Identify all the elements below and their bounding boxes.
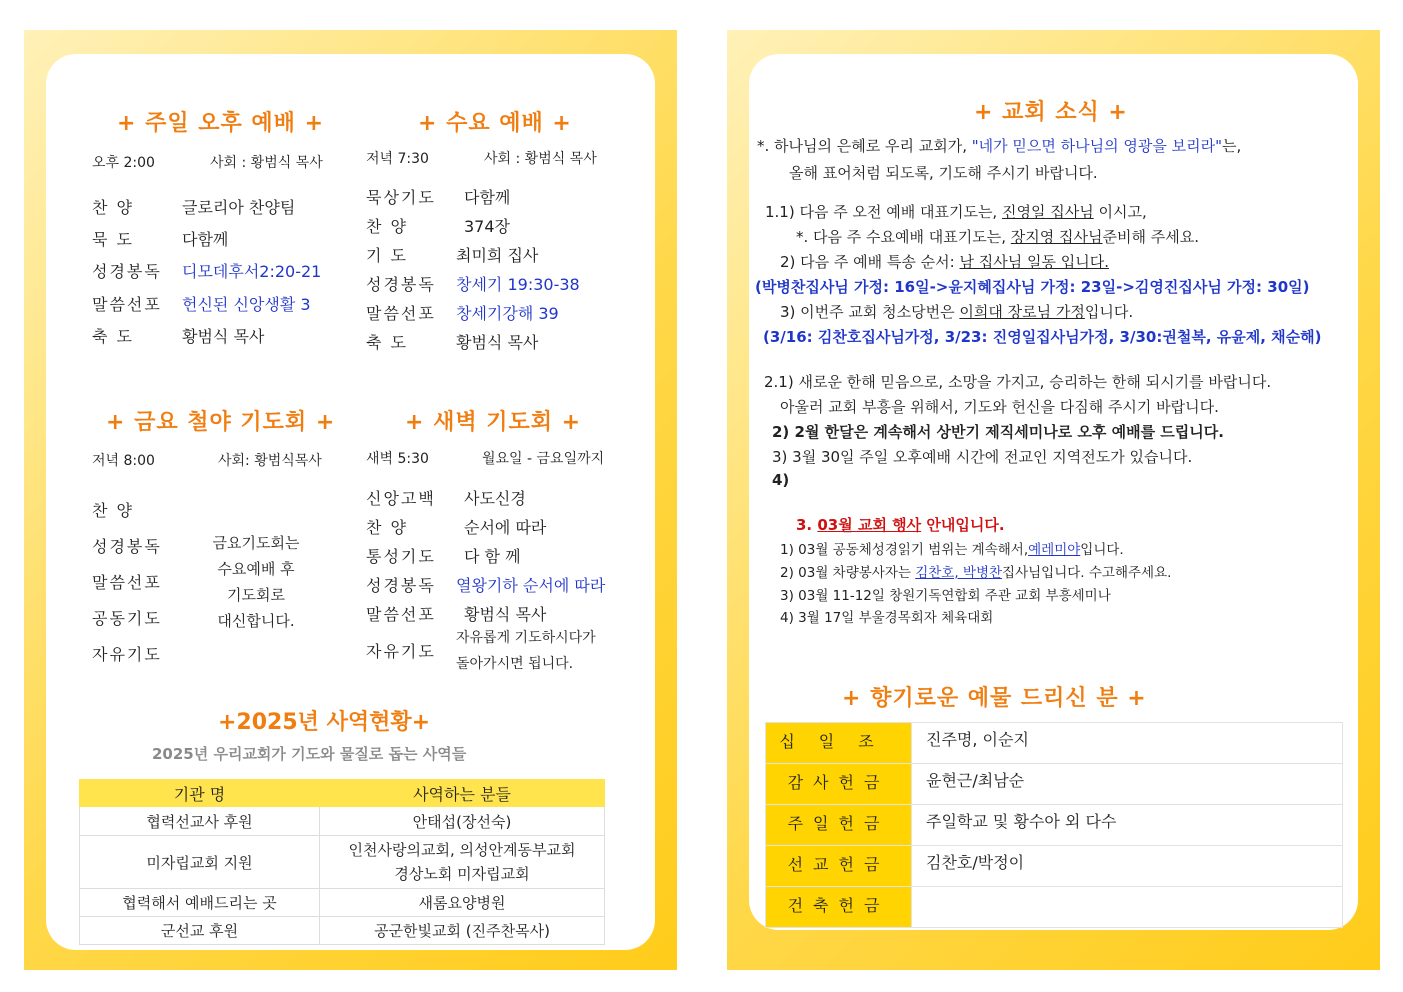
- order-label: 말씀선포: [92, 573, 162, 592]
- news-1-1-wed: [796, 226, 1199, 247]
- order-value: 헌신된 신앙생활 3: [182, 295, 311, 314]
- news-text: 는,: [1222, 137, 1242, 155]
- events-heading: 03월 교회 행사: [817, 516, 922, 534]
- news-2-1b: 아울러 교회 부흥을 위해서, 기도와 헌신을 다짐해 주시기 바랍니다.: [780, 398, 1219, 416]
- sunday-pm-title: + 주일 오후 예배 +: [117, 111, 325, 136]
- offering-value: 윤현근/최남순: [912, 764, 1343, 805]
- bible-book: 예레미야: [1028, 542, 1081, 558]
- order-label: 성경봉독: [366, 275, 436, 294]
- sunday-pm-time: 오후 2:00: [92, 155, 155, 171]
- people-cell: 안태섭(장선숙): [320, 807, 605, 836]
- table-row: [766, 805, 1343, 846]
- column-header: 사역하는 분들: [320, 780, 605, 807]
- order-label: 찬 양: [366, 217, 408, 236]
- drivers: 김찬호, 박병찬: [915, 565, 1003, 581]
- table-row: [80, 807, 605, 836]
- news-3-detail: (3/16: 김찬호집사님가정, 3/23: 진영일집사님가정, 3/30:권철복, 유윤제, 채순해): [763, 328, 1322, 346]
- order-value: 자유롭게 기도하시다가: [456, 630, 596, 646]
- order-value: 다 함 께: [464, 547, 521, 566]
- friday-host: 사회: 황범식목사: [218, 453, 322, 469]
- prayer-leader: 진영일 집사님: [1001, 203, 1094, 221]
- order-value: 황범식 목사: [456, 333, 539, 352]
- order-label: 공동기도: [92, 609, 162, 628]
- news-3: [780, 301, 1133, 322]
- friday-note-line: 수요예배 후: [217, 560, 295, 578]
- news-2: [780, 251, 1109, 272]
- offering-label: 주일헌금: [766, 805, 912, 846]
- event-2: [780, 561, 1171, 581]
- dawn-title: + 새벽 기도회 +: [405, 410, 582, 435]
- order-label: 성경봉독: [366, 576, 436, 595]
- order-label: 찬 양: [92, 198, 134, 217]
- friday-title: + 금요 철야 기도회 +: [106, 410, 336, 435]
- order-value: 창세기 19:30-38: [456, 275, 580, 294]
- order-label: 성경봉독: [92, 537, 162, 556]
- table-row: [80, 917, 605, 945]
- org-cell: 군선교 후원: [80, 917, 320, 945]
- people-cell: [320, 836, 605, 889]
- news-text: 입니다.: [1084, 303, 1134, 321]
- news-text: 1.1) 다음 주 오전 예배 대표기도는,: [765, 203, 998, 221]
- cleaning-duty: 이희대 장로님 가정: [959, 303, 1085, 321]
- offering-table: [765, 722, 1343, 928]
- order-label: 말씀선포: [92, 295, 162, 314]
- friday-note-line: 금요기도회는: [212, 534, 300, 552]
- news-text: *. 다음 주 수요예배 대표기도는,: [796, 228, 1006, 246]
- order-value: 글로리아 찬양팀: [182, 198, 296, 217]
- events-title: [796, 514, 1005, 535]
- friday-time: 저녁 8:00: [92, 453, 155, 469]
- column-header: 기관 명: [80, 780, 320, 807]
- news-title: + 교회 소식 +: [974, 100, 1128, 125]
- order-value: 374장: [464, 217, 510, 236]
- event-3: 3) 03월 11-12일 창원기독연합회 주관 교회 부흥세미나: [780, 588, 1111, 604]
- wednesday-host: 사회 : 황범식 목사: [484, 151, 597, 167]
- event-4: 4) 3월 17일 부울경목회자 체육대회: [780, 610, 994, 626]
- news-2-3: 3) 3월 30일 주일 오후예배 시간에 전교인 지역전도가 있습니다.: [772, 448, 1193, 466]
- ministry-table: [79, 779, 605, 945]
- order-label: 찬 양: [92, 501, 134, 520]
- events-suffix: 안내입니다.: [926, 516, 1005, 534]
- sunday-pm-host: 사회 : 황범식 목사: [210, 155, 323, 171]
- news-intro: [757, 135, 1241, 156]
- news-intro-2: 올해 표어처럼 되도록, 기도해 주시기 바랍니다.: [789, 164, 1098, 182]
- offering-value: 주일학교 및 황수아 외 다수: [912, 805, 1343, 846]
- prayer-leader: 장지영 집사님: [1010, 228, 1103, 246]
- wednesday-title: + 수요 예배 +: [418, 111, 572, 136]
- news-text: *. 하나님의 은혜로 우리 교회가,: [757, 137, 967, 155]
- people-cell: 공군한빛교회 (진주찬목사): [320, 917, 605, 945]
- friday-note-line: 기도회로: [227, 586, 285, 604]
- offering-label: 감사헌금: [766, 764, 912, 805]
- order-label: 묵 도: [92, 230, 134, 249]
- news-2-4: 4): [772, 471, 790, 489]
- order-label: 성경봉독: [92, 262, 162, 281]
- order-label: 묵상기도: [366, 188, 436, 207]
- order-value: 창세기강해 39: [456, 304, 559, 323]
- order-value: 황범식 목사: [182, 327, 265, 346]
- special-song: 남 집사님 일동 입니다.: [959, 253, 1109, 271]
- offering-label: 건축헌금: [766, 887, 912, 928]
- news-2-2: 2) 2월 한달은 계속해서 상반기 제직세미나로 오후 예배를 드립니다.: [772, 423, 1224, 441]
- table-row: [766, 887, 1343, 928]
- order-label: 말씀선포: [366, 605, 436, 624]
- news-text: 입니다.: [1080, 542, 1124, 558]
- order-value: 다함께: [464, 188, 511, 207]
- offering-title: + 향기로운 예물 드리신 분 +: [842, 686, 1147, 711]
- order-label: 통성기도: [366, 547, 436, 566]
- friday-note: [200, 530, 312, 634]
- news-text: 집사님입니다. 수고해주세요.: [1002, 565, 1172, 581]
- ministry-title: +2025년 사역현황+: [218, 710, 431, 735]
- table-row: [80, 889, 605, 917]
- ministry-subtitle: 2025년 우리교회가 기도와 물질로 돕는 사역들: [152, 745, 467, 763]
- news-text: 2) 03월 차량봉사자는: [780, 565, 911, 581]
- table-header-row: [80, 780, 605, 807]
- motto: "네가 믿으면 하나님의 영광을 보리라": [971, 137, 1223, 155]
- dawn-days: 월요일 - 금요일까지: [482, 451, 605, 467]
- news-text: 준비해 주세요.: [1102, 228, 1199, 246]
- order-label: 찬 양: [366, 518, 408, 537]
- offering-value: 김찬호/박정이: [912, 846, 1343, 887]
- event-1: [780, 538, 1124, 558]
- org-cell: 협력해서 예배드리는 곳: [80, 889, 320, 917]
- friday-note-line: 대신합니다.: [217, 612, 295, 630]
- order-label: 말씀선포: [366, 304, 436, 323]
- news-2-1: 2.1) 새로운 한해 믿음으로, 소망을 가지고, 승리하는 한해 되시기를 바랍니다.: [764, 373, 1272, 391]
- offering-label: 선교헌금: [766, 846, 912, 887]
- order-value: 최미희 집사: [456, 246, 539, 265]
- people-line: 인천사랑의교회, 의성안계동부교회: [348, 841, 576, 859]
- news-1-1: [765, 201, 1147, 222]
- news-text: 1) 03월 공동체성경읽기 범위는 계속해서,: [780, 542, 1029, 558]
- offering-value: [912, 887, 1343, 928]
- org-cell: 협력선교사 후원: [80, 807, 320, 836]
- news-text: 이시고,: [1098, 203, 1147, 221]
- org-cell: 미자립교회 지원: [80, 836, 320, 889]
- people-line: 경상노회 미자립교회: [394, 865, 530, 883]
- dawn-time: 새벽 5:30: [366, 451, 429, 467]
- table-row: [766, 764, 1343, 805]
- news-text: 2) 다음 주 예배 특송 순서:: [780, 253, 955, 271]
- order-value: 디모데후서2:20-21: [182, 262, 322, 281]
- table-row: [80, 836, 605, 889]
- order-value: 순서에 따라: [464, 518, 547, 537]
- people-cell: 새롬요양병원: [320, 889, 605, 917]
- order-label: 축 도: [92, 327, 134, 346]
- news-2-detail: (박병찬집사님 가정: 16일->윤지혜집사님 가정: 23일->김영진집사님 가정: 30일): [755, 278, 1310, 296]
- order-label: 축 도: [366, 333, 408, 352]
- table-row: [766, 723, 1343, 764]
- order-label: 자유기도: [92, 645, 162, 664]
- events-number: 3.: [796, 516, 813, 534]
- order-value: 사도신경: [464, 489, 526, 508]
- offering-value: 진주명, 이순지: [912, 723, 1343, 764]
- news-text: 3) 이번주 교회 청소당번은: [780, 303, 955, 321]
- order-value: 다함께: [182, 230, 229, 249]
- order-label: 신앙고백: [366, 489, 436, 508]
- table-row: [766, 846, 1343, 887]
- order-label: 자유기도: [366, 642, 436, 661]
- offering-label: 십일조: [766, 723, 912, 764]
- order-value: 황범식 목사: [464, 605, 547, 624]
- order-value: 돌아가시면 됩니다.: [456, 656, 574, 672]
- wednesday-time: 저녁 7:30: [366, 151, 429, 167]
- order-label: 기 도: [366, 246, 408, 265]
- order-value: 열왕기하 순서에 따라: [456, 576, 606, 595]
